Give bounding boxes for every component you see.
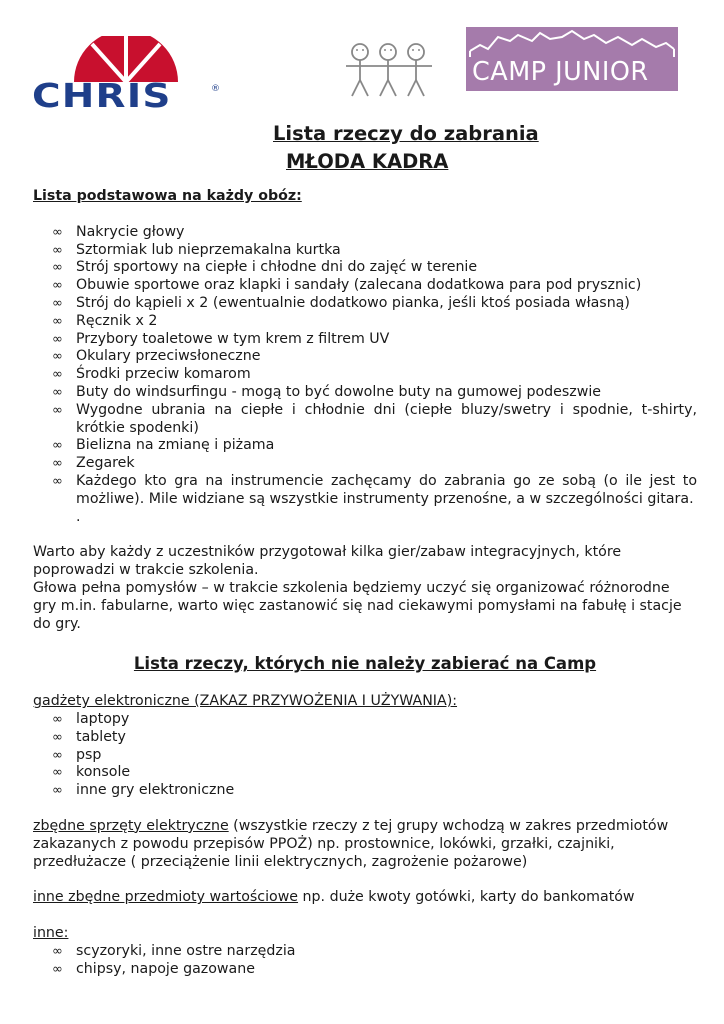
list-item: ∞ Strój sportowy na ciepłe i chłodne dni do zajęć w terenie [52,259,478,276]
trailing-dot: . [76,508,81,525]
list-item: ∞ Środki przeciw komarom [52,366,251,383]
paragraph-games: Warto aby każdy z uczestników przygotował kilka gier/zabaw integracyjnych, które poprowadzi w trakcie szkolenia. [33,544,622,579]
page-title: Lista rzeczy do zabrania [273,122,539,145]
basic-list [33,224,697,509]
infinity-bullet-icon: ∞ [52,765,63,781]
header-logos [0,0,724,120]
infinity-bullet-icon: ∞ [52,331,63,347]
infinity-bullet-icon: ∞ [52,783,63,799]
infinity-bullet-icon: ∞ [52,961,63,977]
kids-figures-icon [342,42,438,98]
list-item: ∞ Bielizna na zmianę i piżama [52,437,275,454]
chris-wordmark: CHRIS [32,76,172,115]
infinity-bullet-icon: ∞ [52,242,63,258]
electronics-list [33,711,697,800]
list-item: ∞ Nakrycie głowy [52,223,185,240]
appliances-paragraph [33,818,697,871]
valuables-text: np. duże kwoty gotówki, karty do bankomatów [298,889,635,906]
list-item: ∞ Buty do windsurfingu - mogą to być dowolne buty na gumowej podeszwie [52,383,602,400]
infinity-bullet-icon: ∞ [52,711,63,727]
registered-mark: ® [211,84,220,94]
infinity-bullet-icon: ∞ [52,729,63,745]
valuables-label: inne zbędne przedmioty wartościowe [33,889,299,906]
page-subtitle: MŁODA KADRA [286,150,449,173]
other-label: inne: [33,925,69,942]
infinity-bullet-icon: ∞ [52,456,63,472]
list-item: ∞ Strój do kąpieli x 2 (ewentualnie dodatkowo pianka, jeśli ktoś posiada własną) [52,294,630,311]
list-item: ∞ Przybory toaletowe w tym krem z filtrem UV [52,330,390,347]
list-item: ∞ Zegarek [52,455,135,472]
list-item: ∞ Obuwie sportowe oraz klapki i sandały (zalecana dodatkowa para pod prysznic) [52,277,642,294]
forbidden-list-heading: Lista rzeczy, których nie należy zabierać na Camp [133,654,597,674]
list-item: ∞ konsole [52,764,131,781]
infinity-bullet-icon: ∞ [52,384,63,400]
infinity-bullet-icon: ∞ [52,295,63,311]
valuables-paragraph [33,889,697,907]
camp-junior-logo [466,27,678,91]
infinity-bullet-icon: ∞ [52,313,63,329]
basic-list-heading: Lista podstawowa na każdy obóz: [33,188,302,204]
list-item: ∞ scyzoryki, inne ostre narzędzia [52,942,296,959]
infinity-bullet-icon: ∞ [52,278,63,294]
list-item: ∞ chipsy, napoje gazowane [52,960,255,977]
infinity-bullet-icon: ∞ [52,349,63,365]
list-item: ∞ Każdego kto gra na instrumencie zachęcamy do zabrania go ze sobą (o ile jest to możliwe). Mile widziane są wszystkie instrumenty przenośne, a w szczególności gitara. [52,472,697,507]
infinity-bullet-icon: ∞ [52,943,63,959]
appliances-label: zbędne sprzęty elektryczne [33,817,229,834]
infinity-bullet-icon: ∞ [52,224,63,240]
list-item: ∞ Ręcznik x 2 [52,312,158,329]
electronics-label: gadżety elektroniczne (ZAKAZ PRZYWOŻENIA I UŻYWANIA): [33,693,458,710]
infinity-bullet-icon: ∞ [52,260,63,276]
document-body [33,188,697,978]
infinity-bullet-icon: ∞ [52,473,63,489]
infinity-bullet-icon: ∞ [52,438,63,454]
other-list [33,943,697,979]
list-item: ∞ Okulary przeciwsłoneczne [52,348,261,365]
infinity-bullet-icon: ∞ [52,747,63,763]
infinity-bullet-icon: ∞ [52,367,63,383]
list-item: ∞ psp [52,746,102,763]
appliances-text: (wszystkie rzeczy z tej grupy wchodzą w zakres przedmiotów zakazanych z powodu przepisów PPOŻ) np. prostownice, lokówki, grzałki, czajniki, przedłużacze ( przeciążenie linii elektrycznych, zagrożenie pożarowe) [33,817,669,870]
list-item: ∞ inne gry elektroniczne [52,782,235,799]
chris-logo [32,36,220,115]
list-item: ∞ Sztormiak lub nieprzemakalna kurtka [52,241,341,258]
list-item: ∞ Wygodne ubrania na ciepłe i chłodnie dni (ciepłe bluzy/swetry i spodnie, t-shirty, krótkie spodenki) [52,401,697,436]
list-item: ∞ tablety [52,728,126,745]
list-item: ∞ laptopy [52,710,130,727]
infinity-bullet-icon: ∞ [52,402,63,418]
paragraph-ideas: Głowa pełna pomysłów – w trakcie szkolenia będziemy uczyć się organizować różnorodne gry m.in. fabularne, warto więc zastanowić się nad ciekawymi pomysłami na fabułę i stacje do gry. [33,579,682,632]
camp-junior-wordmark: CAMP JUNIOR [472,57,649,87]
